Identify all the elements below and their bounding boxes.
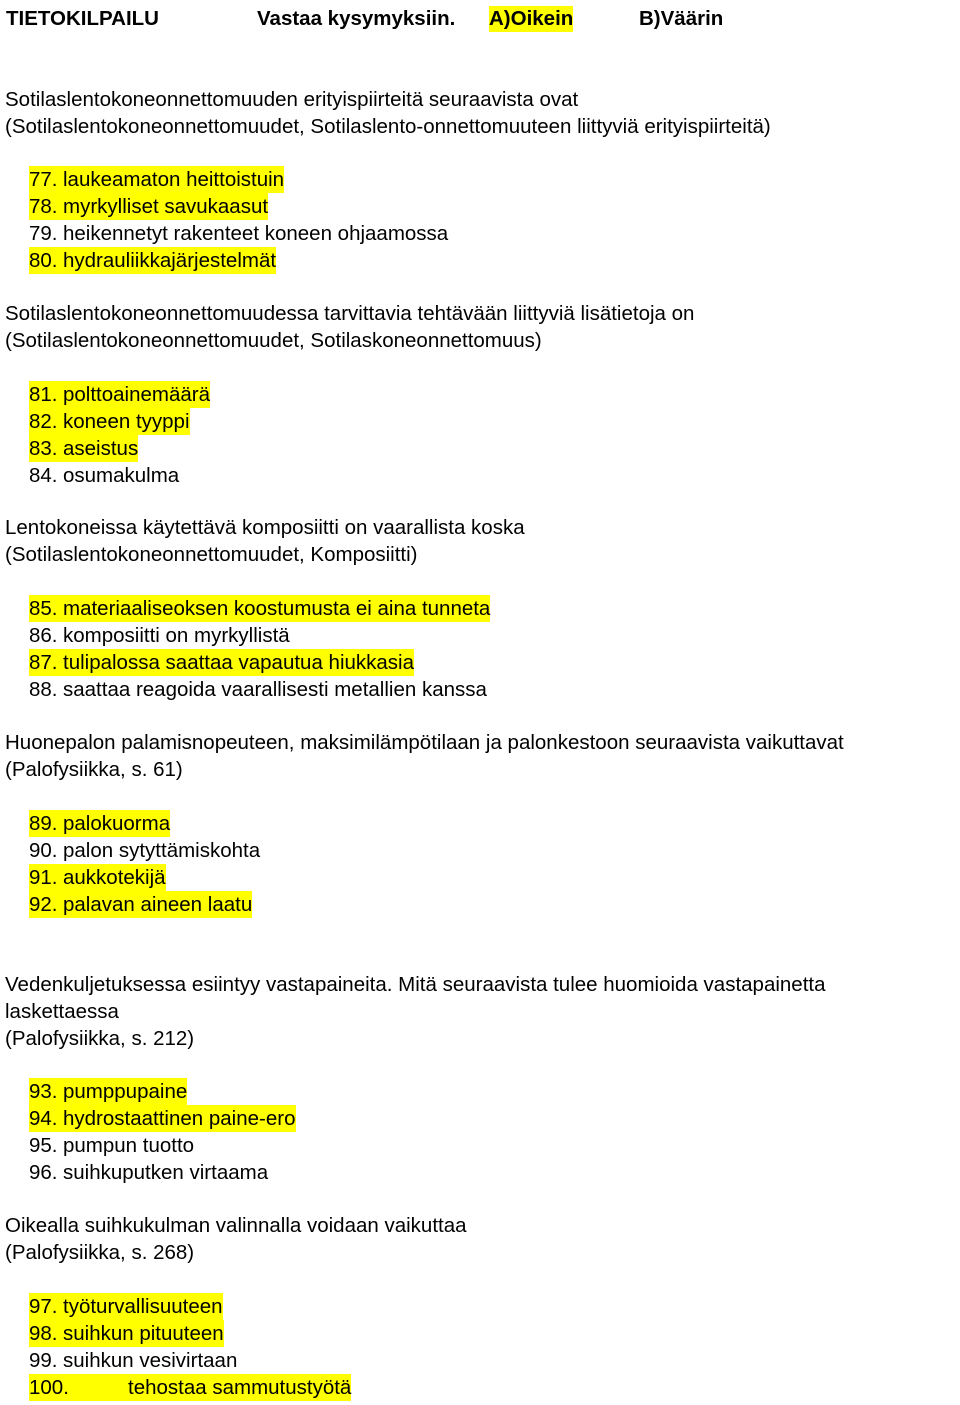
answer-list (29, 810, 260, 918)
answer-list (29, 595, 490, 703)
question-prompt (5, 86, 960, 140)
statement-text: myrkylliset savukaasut (63, 195, 269, 218)
statement-text: tulipalossa saattaa vapautua hiukkasia (63, 651, 415, 674)
statement-text: työturvallisuuteen (63, 1295, 223, 1318)
statement-text: saattaa reagoida vaarallisesti metallien kanssa (63, 678, 487, 701)
statement-item (29, 891, 260, 918)
question-prompt-line: Sotilaslentokoneonnettomuuden erityispiirteitä seuraavista ovat (5, 88, 579, 111)
statement-item (29, 435, 210, 462)
statement-item (29, 193, 448, 220)
question-prompt-line: (Sotilaslentokoneonnettomuudet, Sotilaslento-onnettomuuteen liittyviä erityispiirteitä) (5, 115, 771, 138)
statement-number: 90. (29, 839, 58, 862)
statement-item (29, 408, 210, 435)
answer-list (29, 1293, 351, 1401)
statement-number: 98. (29, 1320, 63, 1347)
statement-number: 81. (29, 381, 63, 408)
statement-number: 100. (29, 1374, 128, 1401)
statement-text: pumppupaine (63, 1080, 188, 1103)
statement-text: aukkotekijä (63, 866, 166, 889)
statement-text: suihkun vesivirtaan (63, 1349, 238, 1372)
statement-item (29, 810, 260, 837)
statement-number: 80. (29, 247, 63, 274)
statement-text: palokuorma (63, 812, 171, 835)
statement-number: 91. (29, 864, 63, 891)
statement-text: palavan aineen laatu (63, 893, 253, 916)
statement-text: laukeamaton heittoistuin (63, 168, 285, 191)
statement-text: hydrostaattinen paine-ero (63, 1107, 296, 1130)
statement-text: pumpun tuotto (63, 1134, 195, 1157)
statement-item (29, 381, 210, 408)
question-prompt-line: (Sotilaslentokoneonnettomuudet, Sotilaskoneonnettomuus) (5, 329, 542, 352)
statement-item (29, 1347, 351, 1374)
statement-item (29, 220, 448, 247)
statement-number: 92. (29, 891, 63, 918)
statement-text: aseistus (63, 437, 139, 460)
statement-number: 87. (29, 649, 63, 676)
question-prompt-line: Huonepalon palamisnopeuteen, maksimilämpötilaan ja palonkestoon seuraavista vaikuttavat (5, 731, 844, 754)
question-prompt (5, 1212, 960, 1266)
answer-list (29, 381, 210, 489)
statement-item (29, 864, 260, 891)
statement-number: 96. (29, 1161, 58, 1184)
answer-option-b: B)Väärin (639, 7, 724, 30)
instruction-text: Vastaa kysymyksiin. (257, 7, 456, 30)
statement-item (29, 1105, 296, 1132)
question-prompt-line: (Palofysiikka, s. 212) (5, 1027, 195, 1050)
question-prompt (5, 729, 960, 783)
statement-item (29, 166, 448, 193)
answer-list (29, 1078, 296, 1186)
answer-option-a: A)Oikein (489, 7, 574, 30)
statement-item (29, 1078, 296, 1105)
statement-number: 95. (29, 1134, 58, 1157)
statement-text: osumakulma (63, 464, 180, 487)
statement-item (29, 1293, 351, 1320)
statement-item (29, 1159, 296, 1186)
statement-text: palon sytyttämiskohta (63, 839, 261, 862)
statement-text: materiaaliseoksen koostumusta ei aina tunneta (63, 597, 491, 620)
question-prompt-line: Sotilaslentokoneonnettomuudessa tarvittavia tehtävään liittyviä lisätietoja on (5, 302, 695, 325)
statement-number: 88. (29, 678, 58, 701)
statement-item (29, 1320, 351, 1347)
question-prompt-line: Lentokoneissa käytettävä komposiitti on vaarallista koska (5, 516, 525, 539)
statement-item (29, 1132, 296, 1159)
statement-number: 85. (29, 595, 63, 622)
statement-number: 99. (29, 1349, 58, 1372)
question-prompt-line: (Palofysiikka, s. 61) (5, 758, 183, 781)
question-prompt-line: (Palofysiikka, s. 268) (5, 1241, 195, 1264)
question-prompt-line: (Sotilaslentokoneonnettomuudet, Komposiitti) (5, 543, 418, 566)
statement-number: 77. (29, 166, 63, 193)
statement-item (29, 462, 210, 489)
statement-item (29, 622, 490, 649)
statement-number: 79. (29, 222, 58, 245)
question-prompt (5, 971, 960, 1052)
statement-number: 82. (29, 408, 63, 435)
question-prompt (5, 300, 960, 354)
statement-number: 86. (29, 624, 58, 647)
statement-number: 97. (29, 1293, 63, 1320)
statement-text: tehostaa sammutustyötä (128, 1376, 352, 1399)
statement-text: suihkuputken virtaama (63, 1161, 269, 1184)
statement-item (29, 1374, 351, 1401)
statement-text: suihkun pituuteen (63, 1322, 224, 1345)
statement-text: hydrauliikkajärjestelmät (63, 249, 277, 272)
statement-number: 93. (29, 1078, 63, 1105)
statement-item (29, 649, 490, 676)
statement-text: koneen tyyppi (63, 410, 190, 433)
answer-list (29, 166, 448, 274)
question-prompt-line: laskettaessa (5, 1000, 119, 1023)
statement-item (29, 595, 490, 622)
statement-number: 84. (29, 464, 58, 487)
quiz-title: TIETOKILPAILU (6, 7, 159, 30)
statement-number: 94. (29, 1105, 63, 1132)
statement-text: polttoainemäärä (63, 383, 211, 406)
statement-text: komposiitti on myrkyllistä (63, 624, 290, 647)
statement-number: 83. (29, 435, 63, 462)
question-prompt-line: Vedenkuljetuksessa esiintyy vastapaineita. Mitä seuraavista tulee huomioida vastapainetta (5, 973, 826, 996)
statement-text: heikennetyt rakenteet koneen ohjaamossa (63, 222, 449, 245)
question-prompt (5, 514, 960, 568)
statement-number: 89. (29, 810, 63, 837)
statement-item (29, 676, 490, 703)
statement-item (29, 247, 448, 274)
statement-number: 78. (29, 193, 63, 220)
question-prompt-line: Oikealla suihkukulman valinnalla voidaan vaikuttaa (5, 1214, 467, 1237)
statement-item (29, 837, 260, 864)
